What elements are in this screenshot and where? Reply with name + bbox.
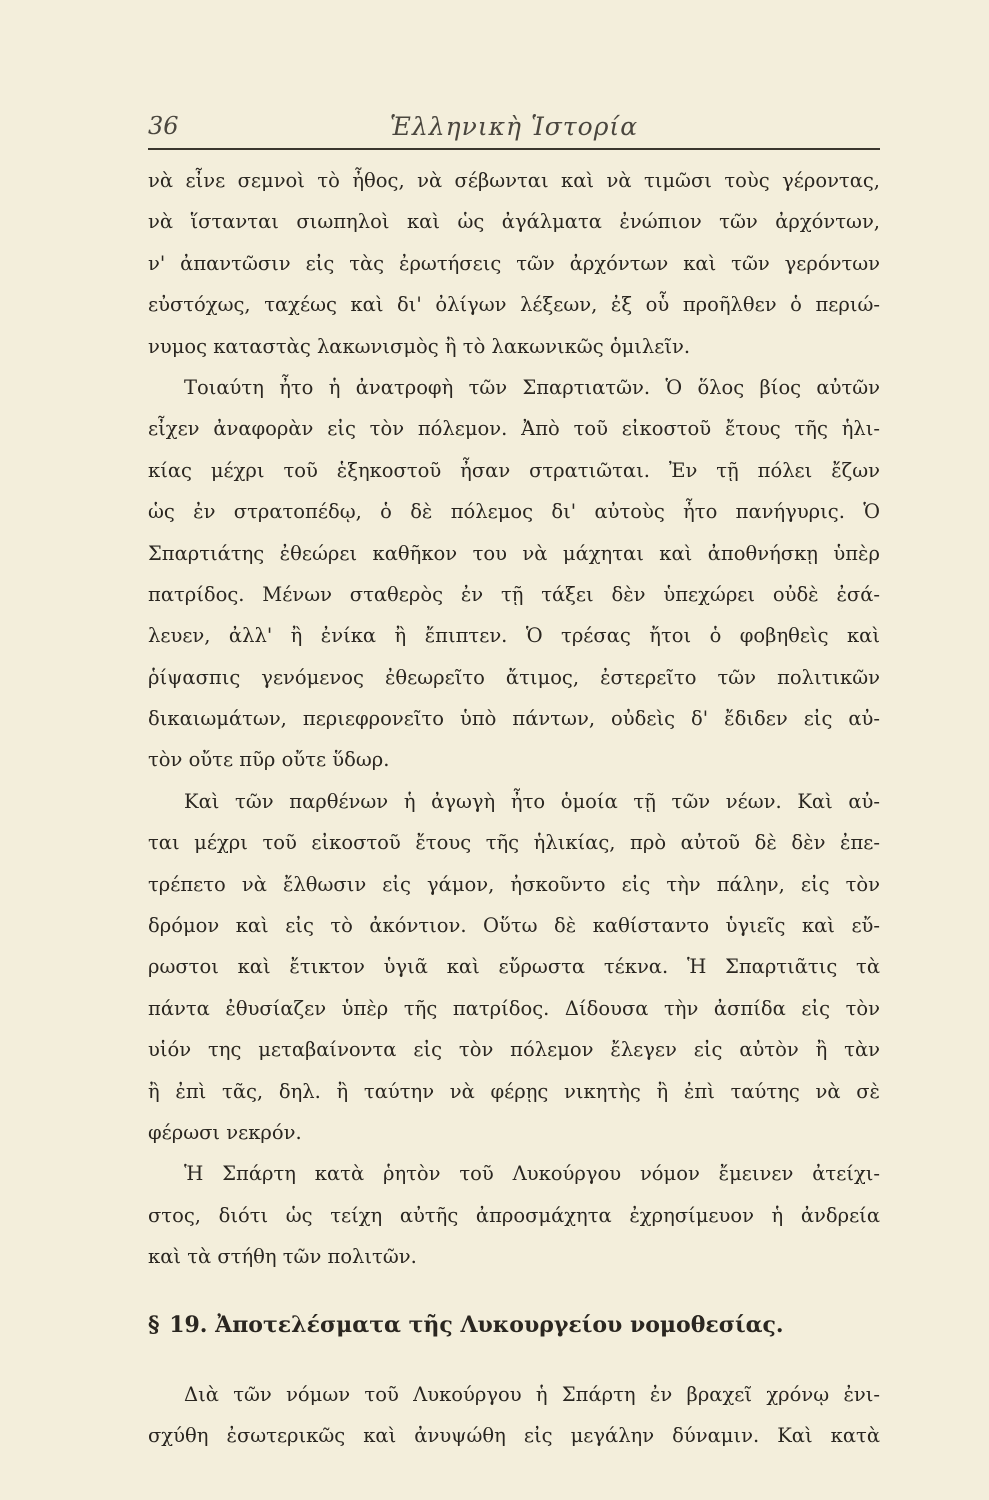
text-line: Διὰ τῶν νόμων τοῦ Λυκούργου ἡ Σπάρτη ἐν βραχεῖ χρόνῳ ἐνι-: [184, 1382, 880, 1406]
text-line: ρωστοι καὶ ἔτικτον ὑγιᾶ καὶ εὔρωστα τέκνα. Ἡ Σπαρτιᾶτις τὰ: [148, 955, 880, 979]
paragraph-4: [148, 1153, 880, 1277]
header-rule: [148, 148, 880, 150]
text-line: τρέπετο νὰ ἔλθωσιν εἰς γάμον, ἠσκοῦντο εἰς τὴν πάλην, εἰς τὸν: [148, 872, 880, 896]
text-line: ὡς ἐν στρατοπέδῳ, ὁ δὲ πόλεμος δι' αὐτοὺς ἦτο πανήγυρις. Ὁ: [148, 500, 880, 524]
text-line: ν' ἀπαντῶσιν εἰς τὰς ἐρωτήσεις τῶν ἀρχόντων καὶ τῶν γερόντων: [148, 251, 880, 275]
text-line: Καὶ τῶν παρθένων ἡ ἀγωγὴ ἦτο ὁμοία τῇ τῶν νέων. Καὶ αὐ-: [184, 789, 880, 813]
text-line: νυμος καταστὰς λακωνισμὸς ἢ τὸ λακωνικῶς ὁμιλεῖν.: [148, 334, 691, 358]
text-line: σχύθη ἐσωτερικῶς καὶ ἀνυψώθη εἰς μεγάλην δύναμιν. Καὶ κατὰ: [148, 1423, 880, 1447]
text-line: κίας μέχρι τοῦ ἑξηκοστοῦ ἦσαν στρατιῶται. Ἐν τῇ πόλει ἔζων: [148, 458, 880, 482]
page-header: [148, 112, 880, 152]
text-line: δικαιωμάτων, περιεφρονεῖτο ὑπὸ πάντων, οὐδεὶς δ' ἔδιδεν εἰς αὐ-: [148, 707, 880, 731]
section-mark: §: [148, 1311, 160, 1338]
text-line: νὰ ἵστανται σιωπηλοὶ καὶ ὡς ἀγάλματα ἐνώπιον τῶν ἀρχόντων,: [148, 210, 880, 234]
paragraph-5: [148, 1374, 880, 1457]
running-title: Ἑλληνικὴ Ἱστορία: [389, 112, 639, 141]
paragraph-1: [148, 160, 880, 367]
text-line: εἶχεν ἀναφορὰν εἰς τὸν πόλεμον. Ἀπὸ τοῦ εἰκοστοῦ ἔτους τῆς ἡλι-: [148, 417, 880, 441]
text-line: καὶ τὰ στήθη τῶν πολιτῶν.: [148, 1245, 417, 1269]
text-line: υἱόν της μεταβαίνοντα εἰς τὸν πόλεμον ἔλεγεν εἰς αὐτὸν ἢ τὰν: [148, 1038, 880, 1062]
text-line: νὰ εἶνε σεμνοὶ τὸ ἦθος, νὰ σέβωνται καὶ νὰ τιμῶσι τοὺς γέροντας,: [148, 169, 880, 192]
text-line: Τοιαύτη ἦτο ἡ ἀνατροφὴ τῶν Σπαρτιατῶν. Ὁ ὅλος βίος αὐτῶν: [184, 375, 880, 399]
text-line: ἢ ἐπὶ τᾶς, δηλ. ἢ ταύτην νὰ φέρῃς νικητὴς ἢ ἐπὶ ταύτης νὰ σὲ: [148, 1079, 880, 1103]
text-line: εὐστόχως, ταχέως καὶ δι' ὀλίγων λέξεων, ἐξ οὗ προῆλθεν ὁ περιώ-: [148, 293, 880, 317]
spacer: [148, 1352, 880, 1374]
spacer: [148, 1278, 880, 1298]
text-line: τὸν οὔτε πῦρ οὔτε ὕδωρ.: [148, 748, 390, 772]
section-title: 19. Ἀποτελέσματα τῆς Λυκουργείου νομοθεσίας.: [169, 1311, 784, 1338]
paragraph-2: [148, 367, 880, 781]
text-line: δρόμον καὶ εἰς τὸ ἀκόντιον. Οὕτω δὲ καθίσταντο ὑγιεῖς καὶ εὔ-: [148, 914, 880, 938]
text-line: ῥίψασπις γενόμενος ἐθεωρεῖτο ἄτιμος, ἐστερεῖτο τῶν πολιτικῶν: [148, 665, 880, 689]
paragraph-3: [148, 781, 880, 1154]
text-line: ται μέχρι τοῦ εἰκοστοῦ ἔτους τῆς ἡλικίας, πρὸ αὐτοῦ δὲ δὲν ἐπε-: [148, 831, 880, 855]
text-line: πάντα ἐθυσίαζεν ὑπὲρ τῆς πατρίδος. Δίδουσα τὴν ἀσπίδα εἰς τὸν: [148, 996, 880, 1020]
section-heading: [148, 1298, 880, 1352]
text-line: στος, διότι ὡς τείχη αὐτῆς ἀπροσμάχητα ἐχρησίμευον ἡ ἀνδρεία: [148, 1203, 880, 1227]
page-body: [148, 160, 880, 1456]
page-number: 36: [148, 112, 179, 140]
text-line: φέρωσι νεκρόν.: [148, 1120, 302, 1144]
text-line: Σπαρτιάτης ἐθεώρει καθῆκον του νὰ μάχηται καὶ ἀποθνήσκῃ ὑπὲρ: [148, 541, 880, 565]
text-line: πατρίδος. Μένων σταθερὸς ἐν τῇ τάξει δὲν ὑπεχώρει οὐδὲ ἐσά-: [148, 582, 880, 606]
text-line: Ἡ Σπάρτη κατὰ ῥητὸν τοῦ Λυκούργου νόμον ἔμεινεν ἀτείχι-: [184, 1162, 880, 1186]
text-line: λευεν, ἀλλ' ἢ ἐνίκα ἢ ἔπιπτεν. Ὁ τρέσας ἤτοι ὁ φοβηθεὶς καὶ: [148, 624, 880, 648]
